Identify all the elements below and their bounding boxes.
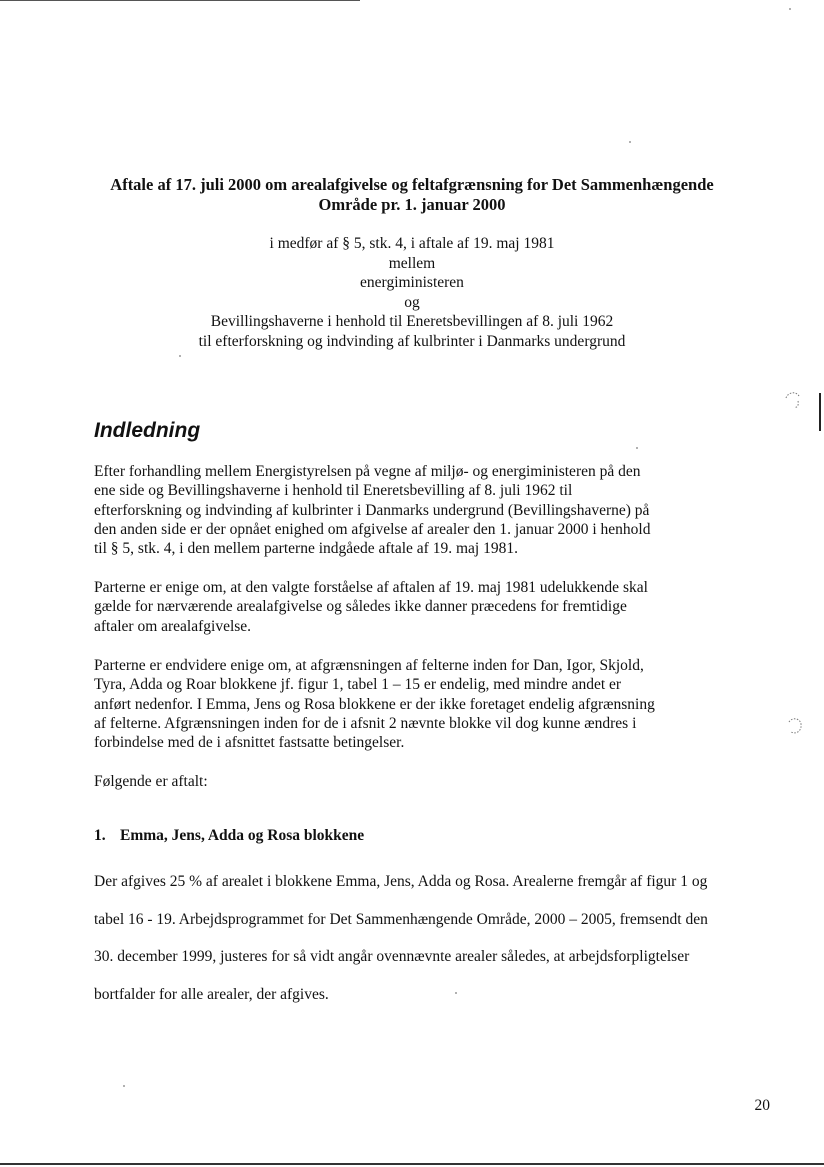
paragraph-line: til § 5, stk. 4, i den mellem parterne indgåede aftale af 19. maj 1981. — [94, 540, 518, 558]
scan-edge-right — [819, 393, 821, 431]
preamble-line: mellem — [388, 254, 436, 272]
page-number: 20 — [754, 1097, 770, 1114]
paragraph-line: forbindelse med de i afsnittet fastsatte betingelser. — [94, 734, 405, 752]
scan-speck — [636, 447, 638, 449]
numbered-section-heading — [94, 826, 364, 846]
scan-speck — [123, 1085, 125, 1087]
preamble-line: energiministeren — [360, 274, 464, 292]
paragraph-line: ene side og Bevillingshaverne i henhold til Eneretsbevilling af 8. juli 1962 til — [94, 482, 573, 500]
scan-edge-top — [0, 0, 360, 1]
scan-speck — [629, 141, 631, 143]
paragraph-line: Følgende er aftalt: — [94, 773, 208, 790]
paragraph-line: gælde for nærværende arealafgivelse og således ikke danner præcedens for fremtidige — [94, 598, 627, 616]
paragraph-line: tabel 16 - 19. Arbejdsprogrammet for Det Sammenhængende Område, 2000 – 2005, fremsendt den — [94, 910, 708, 928]
paragraph-line: 30. december 1999, justeres for så vidt angår ovennævnte arealer således, at arbejdsforpligtelser — [94, 948, 690, 965]
scan-speck — [179, 355, 181, 357]
title-line: Område pr. 1. januar 2000 — [318, 195, 506, 214]
preamble — [88, 234, 736, 352]
paragraph-line: Efter forhandling mellem Energistyrelsen på vegne af miljø- og energiministeren på den — [94, 463, 641, 480]
paragraph — [94, 772, 734, 791]
paragraph — [94, 656, 734, 752]
numbered-section-body — [94, 863, 774, 1013]
punch-hole-mark — [783, 390, 803, 410]
paragraph-line: Parterne er enige om, at den valgte forståelse af aftalen af 19. maj 1981 udelukkende skal — [94, 579, 648, 596]
scan-edge-bottom — [0, 1163, 824, 1165]
paragraph-line: bortfalder for alle arealer, der afgives. — [94, 985, 329, 1003]
title-line: Aftale af 17. juli 2000 om arealafgivelse og feltafgrænsning for Det Sammenhængende — [110, 175, 714, 194]
document-title — [88, 175, 736, 215]
preamble-line: og — [404, 293, 420, 311]
preamble-line: Bevillingshaverne i henhold til Eneretsbevillingen af 8. juli 1962 — [210, 313, 614, 331]
punch-hole-mark — [785, 716, 805, 736]
paragraph-line: aftaler om arealafgivelse. — [94, 617, 252, 635]
paragraph — [94, 578, 734, 636]
paragraph-line: af felterne. Afgrænsningen inden for de i afsnit 2 nævnte blokke vil dog kunne ændres i — [94, 714, 637, 732]
section-title: Emma, Jens, Adda og Rosa blokkene — [120, 827, 365, 844]
paragraph — [94, 462, 734, 558]
section-heading: Indledning — [94, 419, 201, 442]
preamble-line: til efterforskning og indvinding af kulbrinter i Danmarks undergrund — [198, 332, 626, 350]
scan-speck — [789, 8, 791, 10]
paragraph-line: Parterne er endvidere enige om, at afgrænsningen af felterne inden for Dan, Igor, Skjold, — [94, 657, 644, 674]
paragraph-line: Der afgives 25 % af arealet i blokkene Emma, Jens, Adda og Rosa. Arealerne fremgår af figur 1 og — [94, 873, 708, 890]
paragraph-line: anført nedenfor. I Emma, Jens og Rosa blokkene er der ikke foretaget endelig afgrænsning — [94, 695, 655, 713]
section-number: 1. — [94, 827, 106, 844]
paragraph-line: efterforskning og indvinding af kulbrinter i Danmarks undergrund (Bevillingshaverne) på — [94, 501, 650, 519]
preamble-line: i medfør af § 5, stk. 4, i aftale af 19. maj 1981 — [269, 235, 555, 252]
paragraph-line: den anden side er der opnået enighed om afgivelse af arealer den 1. januar 2000 i henhold — [94, 520, 651, 538]
paragraph-line: Tyra, Adda og Roar blokkene jf. figur 1, tabel 1 – 15 er endelig, med mindre andet er — [94, 676, 622, 694]
